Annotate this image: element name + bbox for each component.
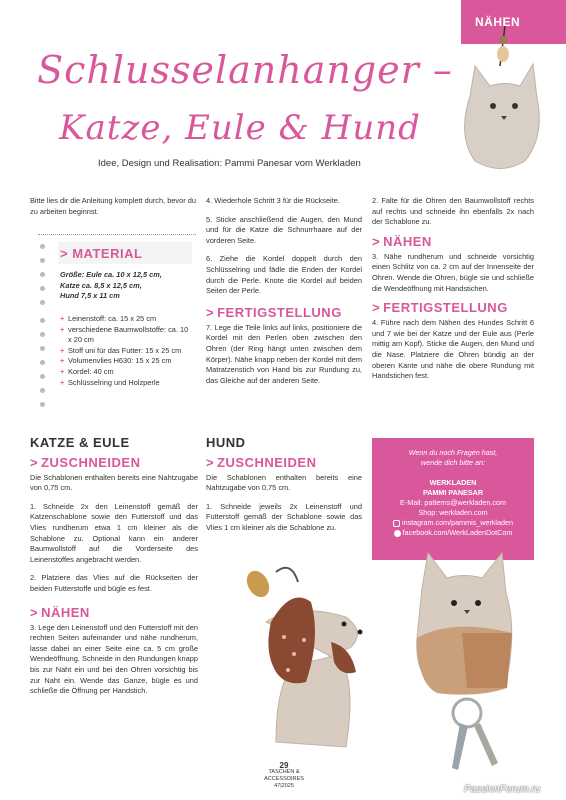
page-title-line1: Schlusselanhanger – [37,48,453,92]
katze-eule-heading: KATZE & EULE [30,435,130,450]
category-tag: NÄHEN [461,0,566,44]
zuschneiden-heading: > ZUSCHNEIDEN [206,454,317,470]
credits: Idee, Design und Realisation: Pammi Panesar vom Werkladen [98,158,361,169]
katze-eule-section: KATZE & EULE > ZUSCHNEIDEN Die Schablonen enthalten bereits eine Nahtzugabe von 0,75 cm. 1. Schneide 2x den Leinenstoff gemäß der Katzenschablone sowie den Futterstoff und das Vlies rundherum etwa 1 cm kleiner als die Schablone zu. Optional kann ein anderer Baumwollstoff auf die Vorderseite des Leinenstoffes angebracht werden. 2. Platziere das Vlies auf die Rückseiten der beiden Futterstoffe und bügle es fest. > NÄHEN 3. Lege den Leinenstoff und den Futterstoff mit den rechten Seiten aufeinander und nähe rundherum, lasse dabei an einer Seite eine ca. 5 cm große Wendeöffnung. Schneide in den Rundungen knapp bis zur Naht ein und bei den Ohren vorsichtig bis zur Naht ein. Wende das Ganze, bügle es und schließe die Öffnung per Handstich. [30,435,198,696]
naehen-heading: > NÄHEN [372,233,432,249]
dog-keychain-photo [236,562,376,752]
column-2: 4. Wiederhole Schritt 3 für die Rückseite. 5. Sticke anschließend die Augen, den Mund und für die Katze die Schnurrhaare auf der vorderen Seite. 6. Ziehe die Kordel doppelt durch den Schlüsselring und fädle die Enden der Kordel durch die Perle. Knote die Kordel auf beiden Seiten der Perle. > FERTIGSTELLUNG 7. Lege die Teile links auf links, positioniere die Kordel mit den Perlen oben zwischen den Ohren (der Ring hängt unten zwischen dem Körper). Nähe knapp neben der Kordel mit dem Matratzenstich von Hand bis zur Rundung zu, das Gleiche auf der anderen Seite. [206,196,362,385]
contact-question: Wenn du noch Fragen hast, [408,448,498,457]
instagram-icon [393,520,400,527]
contact-company: WERKLADEN [429,478,477,487]
contact-instagram[interactable]: instagram.com/pammis_werkladen [372,518,534,528]
fertigstellung-heading: > FERTIGSTELLUNG [206,304,342,320]
magazine-name: ACCESSOIRES [264,776,304,782]
contact-box [372,438,534,560]
list-item: + Stoff uni für das Futter: 15 x 25 cm [60,346,192,357]
column-3: 2. Falte für die Ohren den Baumwollstoff rechts auf rechts und schneide ihn ebenfalls 2x nach der Schablone zu. > NÄHEN 3. Nähe rundherum und schneide vorsichtig einen Schlitz von ca. 2 cm auf der Innenseite der Ohren. Wende die Ohren, bügle sie und schließe die Wendeöffnung mit Handstichen. > FERTIGSTELLUNG 4. Führe nach dem Nähen des Hundes Schritt 6 und 7 wie bei der Katze und der Eule aus (Perle mittig am Kopf). Sticke die Augen, den Mund und die Nase. Platziere die Ohren bündig an der oberen Kante und nähe die obere Rundung mit Handstichen fest. [372,196,534,381]
cat-keychain-photo [445,26,555,176]
list-item: + verschiedene Baumwollstoffe: ca. 10 x 20 cm [60,325,192,346]
fertigstellung-heading: > FERTIGSTELLUNG [372,300,508,316]
material-list [60,314,192,388]
facebook-icon [394,530,401,537]
material-box [30,228,192,416]
material-sizes: Größe: Eule ca. 10 x 12,5 cm, Katze ca. 8,5 x 12,5 cm, Hund 7,5 x 11 cm [60,270,162,301]
intro-text: Bitte lies dir die Anleitung komplett durch, bevor du zu arbeiten beginnst. [30,196,196,216]
zuschneiden-heading: > ZUSCHNEIDEN [30,454,141,470]
issue-number: 47|2025 [274,783,294,789]
contact-shop[interactable]: Shop: werkladen.com [418,508,488,517]
naehen-heading: > NÄHEN [30,604,90,620]
material-heading: > MATERIAL [60,246,143,261]
page-footer [252,762,316,790]
list-item: + Schlüsselring und Holzperle [60,378,192,389]
contact-facebook[interactable]: facebook.com/WerkLadenDotCom [372,528,534,538]
contact-person: PAMMI PANESAR [422,488,484,497]
list-item: + Leinenstoff: ca. 15 x 25 cm [60,314,192,325]
list-item: + Volumenvlies H630: 15 x 25 cm [60,356,192,367]
page-title-line2: Katze, Eule & Hund [59,108,421,148]
contact-email[interactable]: E-Mail: patterns@werkladen.com [400,498,506,507]
watermark: PassionForum.ru [464,784,541,795]
page-number: 29 [279,761,289,770]
cat-keychain-photo-2 [382,548,532,778]
contact-question: wende dich bitte an: [421,458,485,467]
list-item: + Kordel: 40 cm [60,367,192,378]
hund-heading: HUND [206,435,246,450]
hund-section: HUND > ZUSCHNEIDEN Die Schablonen enthalten bereits eine Nahtzugabe von 0,75 cm. 1. Schneide jeweils 2x Leinenstoff und Futterstoff gemäß der Schablone sowie das Vlies 1 cm kleiner als die Schablone zu. [206,435,362,532]
magazine-name: TASCHEN & [268,769,300,775]
